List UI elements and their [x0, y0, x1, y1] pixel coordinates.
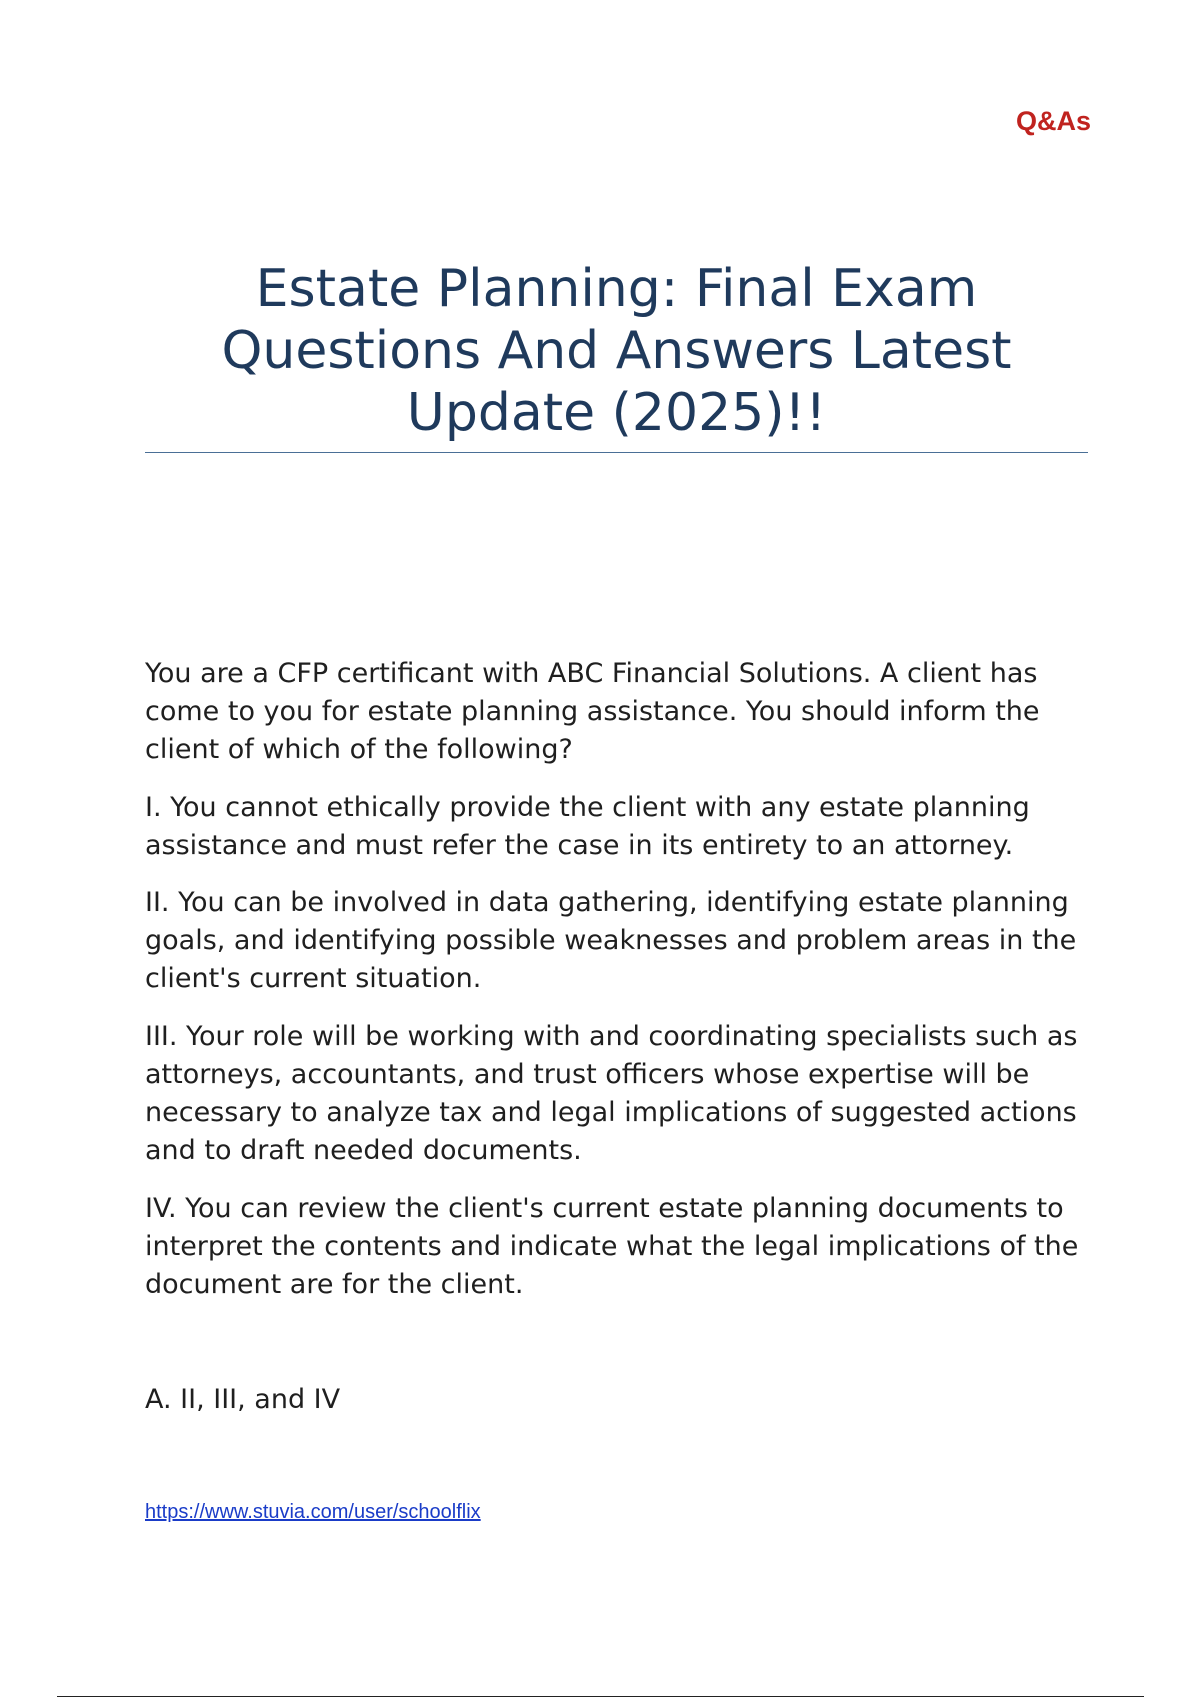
answer-text: A. II, III, and IV: [145, 1384, 341, 1415]
option-item-4: IV. You can review the client's current estate planning documents to interpret the contents and indicate what the legal implications of the document are for the client.: [145, 1193, 1079, 1300]
document-title: Estate Planning: Final Exam Questions And Answers Latest Update (2025)!!: [221, 259, 1012, 443]
source-link[interactable]: https://www.stuvia.com/user/schoolflix: [145, 1501, 481, 1523]
footer-divider: [57, 1696, 1144, 1697]
option-item-1: I. You cannot ethically provide the client with any estate planning assistance and must refer the case in its entirety to an attorney.: [145, 792, 1030, 861]
qa-header-tag: Q&As: [1015, 106, 1091, 136]
question-text: You are a CFP certificant with ABC Financial Solutions. A client has come to you for estate planning assistance. You should inform the client of which of the following?: [145, 658, 1040, 765]
title-divider: [145, 452, 1088, 453]
option-item-3: III. Your role will be working with and coordinating specialists such as attorneys, accountants, and trust officers whose expertise will be necessary to analyze tax and legal implications of suggested actions and to draft needed documents.: [145, 1021, 1078, 1166]
option-item-2: II. You can be involved in data gathering, identifying estate planning goals, and identifying possible weaknesses and problem areas in the client's current situation.: [145, 887, 1077, 994]
